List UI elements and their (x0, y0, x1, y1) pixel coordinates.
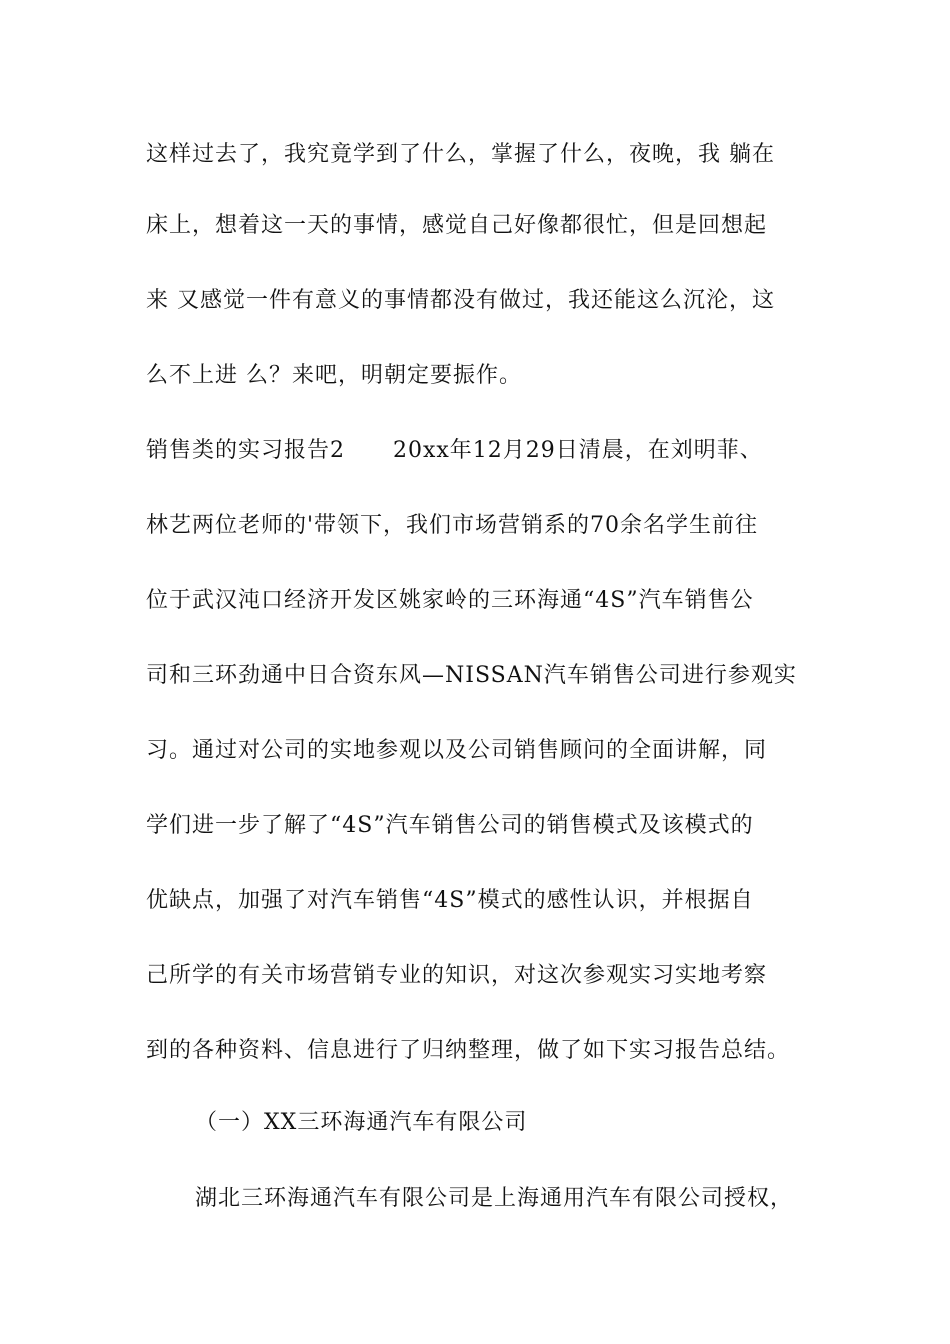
paragraph-line: 位于武汉沌口经济开发区姚家岭的三环海通“4S”汽车销售公 (146, 588, 754, 613)
paragraph-line: 优缺点，加强了对汽车销售“4S”模式的感性认识，并根据自 (146, 888, 754, 913)
subsection-heading: （一）XX三环海通汽车有限公司 (195, 1110, 528, 1135)
paragraph-line: 这样过去了，我究竟学到了什么，掌握了什么，夜晚，我 躺在 (146, 142, 775, 167)
paragraph-line: 林艺两位老师的'带领下，我们市场营销系的70余名学生前往 (146, 513, 759, 538)
paragraph-line: 湖北三环海通汽车有限公司是上海通用汽车有限公司授权， (195, 1186, 794, 1211)
paragraph-line: 到的各种资料、信息进行了归纳整理，做了如下实习报告总结。 (146, 1038, 791, 1063)
paragraph-line: 己所学的有关市场营销专业的知识，对这次参观实习实地考察 (146, 963, 768, 988)
paragraph-line: 学们进一步了解了“4S”汽车销售公司的销售模式及该模式的 (146, 813, 754, 838)
paragraph-line: 司和三环劲通中日合资东风—NISSAN汽车销售公司进行参观实 (146, 663, 797, 688)
section-heading-line: 销售类的实习报告2 20xx年12月29日清晨，在刘明菲、 (146, 438, 763, 463)
paragraph-line: 床上，想着这一天的事情，感觉自己好像都很忙，但是回想起 (146, 213, 768, 238)
paragraph-line: 来 又感觉一件有意义的事情都没有做过，我还能这么沉沦，这 (146, 288, 775, 313)
paragraph-line: 习。通过对公司的实地参观以及公司销售顾问的全面讲解，同 (146, 738, 768, 763)
paragraph-line: 么不上进 么？来吧，明朝定要振作。 (146, 363, 522, 388)
